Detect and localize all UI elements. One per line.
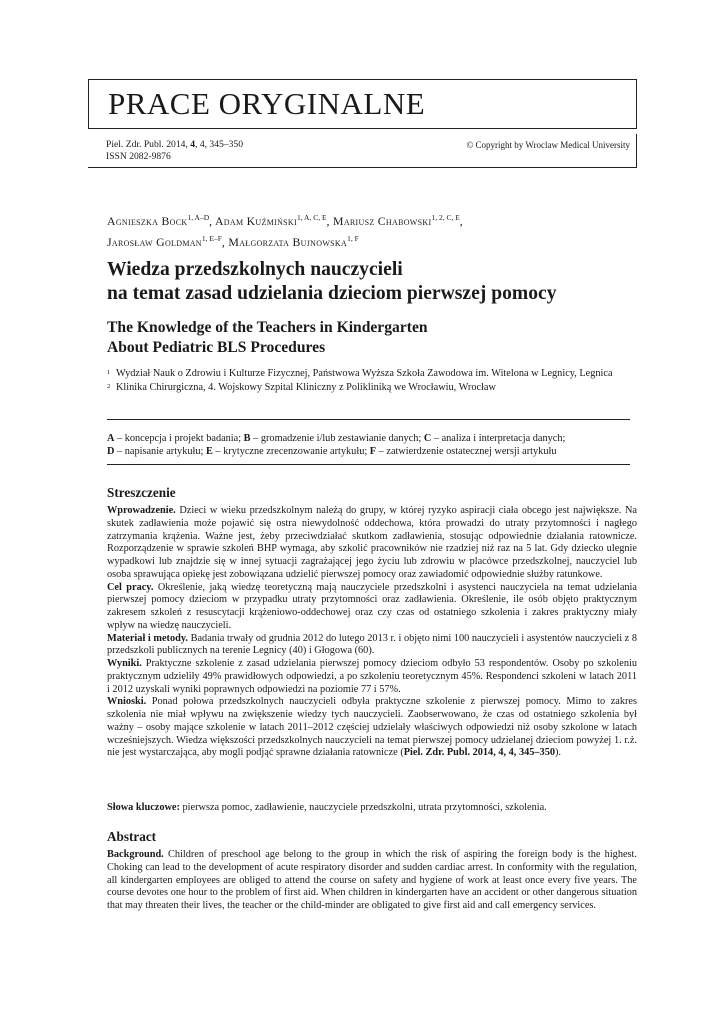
section-header-box [88,79,637,129]
citation-box [88,134,637,168]
abstract-heading: Abstract [107,829,157,844]
streszczenie-heading: Streszczenie [107,485,176,500]
author-name: Jarosław Goldman$^{1, E-F}$, [107,233,229,249]
abstract-paragraph: Wprowadzenie. Dzieci w wieku przedszkolnym należą do grupy, w której ryzyko aspiracji ciała obcego jest największe. Na skutek zadławienia może pojawić się ostra niewydolność oddechowa, która prowadzi do utraty przytomności i nagłego zatrzymania krążenia. Ważne jest, żeby przeciwdziałać skutkom zadławienia, stosując odpowiednie działania ratownicze. Rozporządzenie w sprawie szkoleń BHP wymaga, aby szkolić pracowników nie rzadziej niż raz na 5 lat. Gdy dziecko ulegnie wypadkowi lub znajdzie się w innej sytuacji zagrażającej jego życiu lub zdrowiu w placówce przedszkolnej, nauczyciel lub osoba sprawująca opiekę jest zobowiązana udzielić pierwszej pomocy oraz zawiadomić odpowiednie służby ratunkowe. [107,505,637,580]
abstract-body [107,849,637,913]
section-header-title: PRACE ORYGINALNE [108,86,426,121]
journal-citation: Piel. Zdr. Publ. 2014, 4, 4, 345–350 [106,139,243,150]
issn: ISSN 2082-9876 [106,151,171,162]
abstract-paragraph: Wnioski. Ponad połowa przedszkolnych nauczycieli odbyła praktyczne szkolenie z pierwszej pomocy. Mimo to zakres szkolenia nie miał wpływu na zwiększenie wiedzy tych nauczycieli. Zaobserwowano, że czas od ostatniego szkolenia był ważny – osoby mające szkolenie w latach 2011–2012 częściej udzielały właściwych odpowiedzi niż osoby szkolone w latach wcześniejszych. Wiedza większości przedszkolnych nauczycieli na temat pierwszej pomocy udzielanej dzieciom powyżej 1. r.ż. nie jest wystarczająca, aby mogli podjąć sprawne działania ratownicze (Piel. Zdr. Publ. 2014, 4, 4, 345–350). [107,696,637,759]
keywords: Słowa kluczowe: pierwsza pomoc, zadławienie, nauczyciele przedszkolni, utrata przytomności, szkolenia. [107,802,547,813]
copyright-notice: © Copyright by Wroclaw Medical University [466,140,630,150]
abstract-paragraph: Materiał i metody. Badania trwały od grudnia 2012 do lutego 2013 r. i objęto nimi 100 nauczycieli i asystentów nauczycieli z 8 przedszkoli publicznych na terenie Legnicy (40) i Głogowa (60). [107,632,637,657]
affiliations [107,367,632,395]
abstract-paragraph: Cel pracy. Określenie, jaką wiedzę teoretyczną mają nauczyciele przedszkolni i asystenci nauczyciela na temat udzielania pierwszej pomocy dzieciom w przypadku utraty przytomności oraz zadławienia. Określenie, ile osób objęto praktycznym zakresem szkoleń z resuscytacji krążeniowo-oddechowej oraz czy czas od ostatniego szkolenia i zakres praktyczny miały wpływ na wiedzę nauczycieli. [107,581,637,631]
author-name: Agnieszka Bock$^{1, A-D}$, [107,213,215,228]
affiliation-item: 2 Klinika Chirurgiczna, 4. Wojskowy Szpital Kliniczny z Polikliniką we Wrocławiu, Wrocław [107,382,496,393]
citation-block [106,139,243,163]
author-list [107,209,627,251]
affiliation-item: 1 Wydział Nauk o Zdrowiu i Kulturze Fizycznej, Państwowa Wyższa Szkoła Zawodowa im. Witelona w Legnicy, Legnica [107,368,613,379]
contribution-roles: A – koncepcja i projekt badania; B – gromadzenie i/lub zestawianie danych; C – analiza i interpretacja danych; D – napisanie artykułu; E – krytyczne zrecenzowanie artykułu; F – zatwierdzenie ostatecznej wersji artykułu [107,433,566,457]
author-name: Adam Kuźmiński$^{1, A, C, E}$, [214,213,334,228]
abstract-paragraph: Wyniki. Praktyczne szkolenie z zasad udzielania pierwszej pomocy dzieciom odbyło 53 respondentów. Osoby po szkoleniu praktycznym udzieliły 49% prawidłowych odpowiedzi, a po szkoleniu teoretycznym 45%. Respondenci szkoleni w latach 2011 i 2012 uzyskali wyniki poprawnych odpowiedzi na poziomie 77 i 57%. [107,658,637,695]
author-name: Małgorzata Bujnowska$^{1, F}$ [228,233,359,249]
streszczenie-body [107,505,637,760]
divider [107,464,630,465]
article-title-english: The Knowledge of the Teachers in Kindergarten About Pediatric BLS Procedures [107,319,428,356]
abstract-paragraph: Background. Children of preschool age belong to the group in which the risk of aspiring the foreign body is the highest. Choking can lead to the development of acute respiratory disorder and sudden cardiac arrest. In conformity with the regulation, all kindergarten employees are obliged to attend the course on safety and hygiene of work at least once every five years. The course devotes one hour to the problem of first aid. When children in kindergarten have an accident or other dangerous situation that may threaten their lives, the teacher or the child-minder are obligated to give first aid and call emergency services. [107,849,637,911]
article-title-polish: Wiedza przedszkolnych nauczycieli na temat zasad udzielania dzieciom pierwszej pomocy [107,259,557,304]
author-name: Mariusz Chabowski$^{1, 2, C, E}$, [333,213,464,228]
divider [107,419,630,420]
